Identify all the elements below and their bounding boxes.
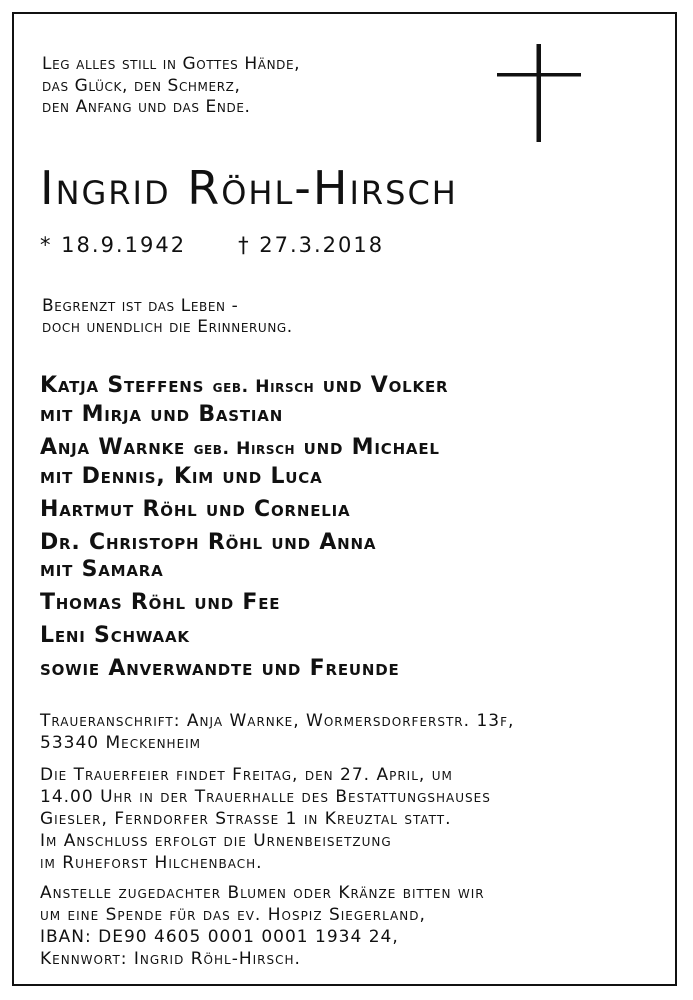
- mourner-line: mit Samara: [40, 557, 164, 582]
- mourner-line: Dr. Christoph Röhl und Anna: [40, 530, 377, 555]
- address-line: 53340 Meckenheim: [40, 733, 202, 753]
- verse-line: das Glück, den Schmerz,: [42, 75, 241, 96]
- donation-info: [40, 882, 485, 970]
- mourner-name: Anja Warnke: [40, 435, 186, 460]
- mourner-name: Katja Steffens: [40, 373, 205, 398]
- mourner-line: Thomas Röhl und Fee: [40, 590, 281, 615]
- ceremony-line: Giesler, Ferndorfer Strasse 1 in Kreuztal statt.: [40, 809, 452, 829]
- ceremony-line: im Ruheforst Hilchenbach.: [40, 853, 263, 873]
- donation-line: Kennwort: Ingrid Röhl-Hirsch.: [40, 949, 301, 969]
- donation-line: IBAN: DE90 4605 0001 0001 1934 24,: [40, 927, 399, 947]
- maiden-name: geb. Hirsch: [212, 377, 315, 397]
- mourner-partner: und Michael: [303, 435, 440, 460]
- mourner-line: Leni Schwaak: [40, 623, 190, 648]
- verse: [42, 54, 300, 119]
- mourner-partner: und Volker: [322, 373, 449, 398]
- deceased-name: Ingrid Röhl-Hirsch: [40, 161, 458, 215]
- verse-line: den Anfang und das Ende.: [42, 97, 251, 117]
- donation-line: um eine Spende für das ev. Hospiz Siegerland,: [40, 905, 426, 925]
- address-line: Traueranschrift: Anja Warnke, Wormersdorferstr. 13f,: [40, 711, 515, 731]
- mourner-line: mit Mirja und Bastian: [40, 402, 284, 427]
- ceremony-line: Die Trauerfeier findet Freitag, den 27. April, um: [40, 765, 453, 785]
- donation-line: Anstelle zugedachter Blumen oder Kränze bitten wir: [40, 883, 485, 903]
- motto-line: Begrenzt ist das Leben -: [42, 296, 239, 316]
- ceremony-line: 14.00 Uhr in der Trauerhalle des Bestattungshauses: [40, 787, 491, 807]
- mourner-line: Hartmut Röhl und Cornelia: [40, 497, 351, 522]
- motto-line: doch unendlich die Erinnerung.: [42, 317, 293, 337]
- mourner-line: mit Dennis, Kim und Luca: [40, 464, 323, 489]
- life-dates: [40, 232, 384, 258]
- death-date: † 27.3.2018: [238, 233, 385, 257]
- maiden-name: geb. Hirsch: [193, 439, 296, 459]
- mourner-line: sowie Anverwandte und Freunde: [40, 656, 400, 681]
- mourner-line: [40, 372, 448, 401]
- mourning-address: [40, 710, 514, 754]
- mourners-list: [40, 372, 448, 682]
- birth-date: * 18.9.1942: [40, 233, 187, 257]
- ceremony-info: [40, 764, 491, 874]
- mourner-line: [40, 434, 448, 463]
- motto: [42, 296, 293, 338]
- verse-line: Leg alles still in Gottes Hände,: [42, 54, 301, 74]
- ceremony-line: Im Anschluss erfolgt die Urnenbeisetzung: [40, 831, 392, 851]
- cross-icon: [497, 44, 581, 144]
